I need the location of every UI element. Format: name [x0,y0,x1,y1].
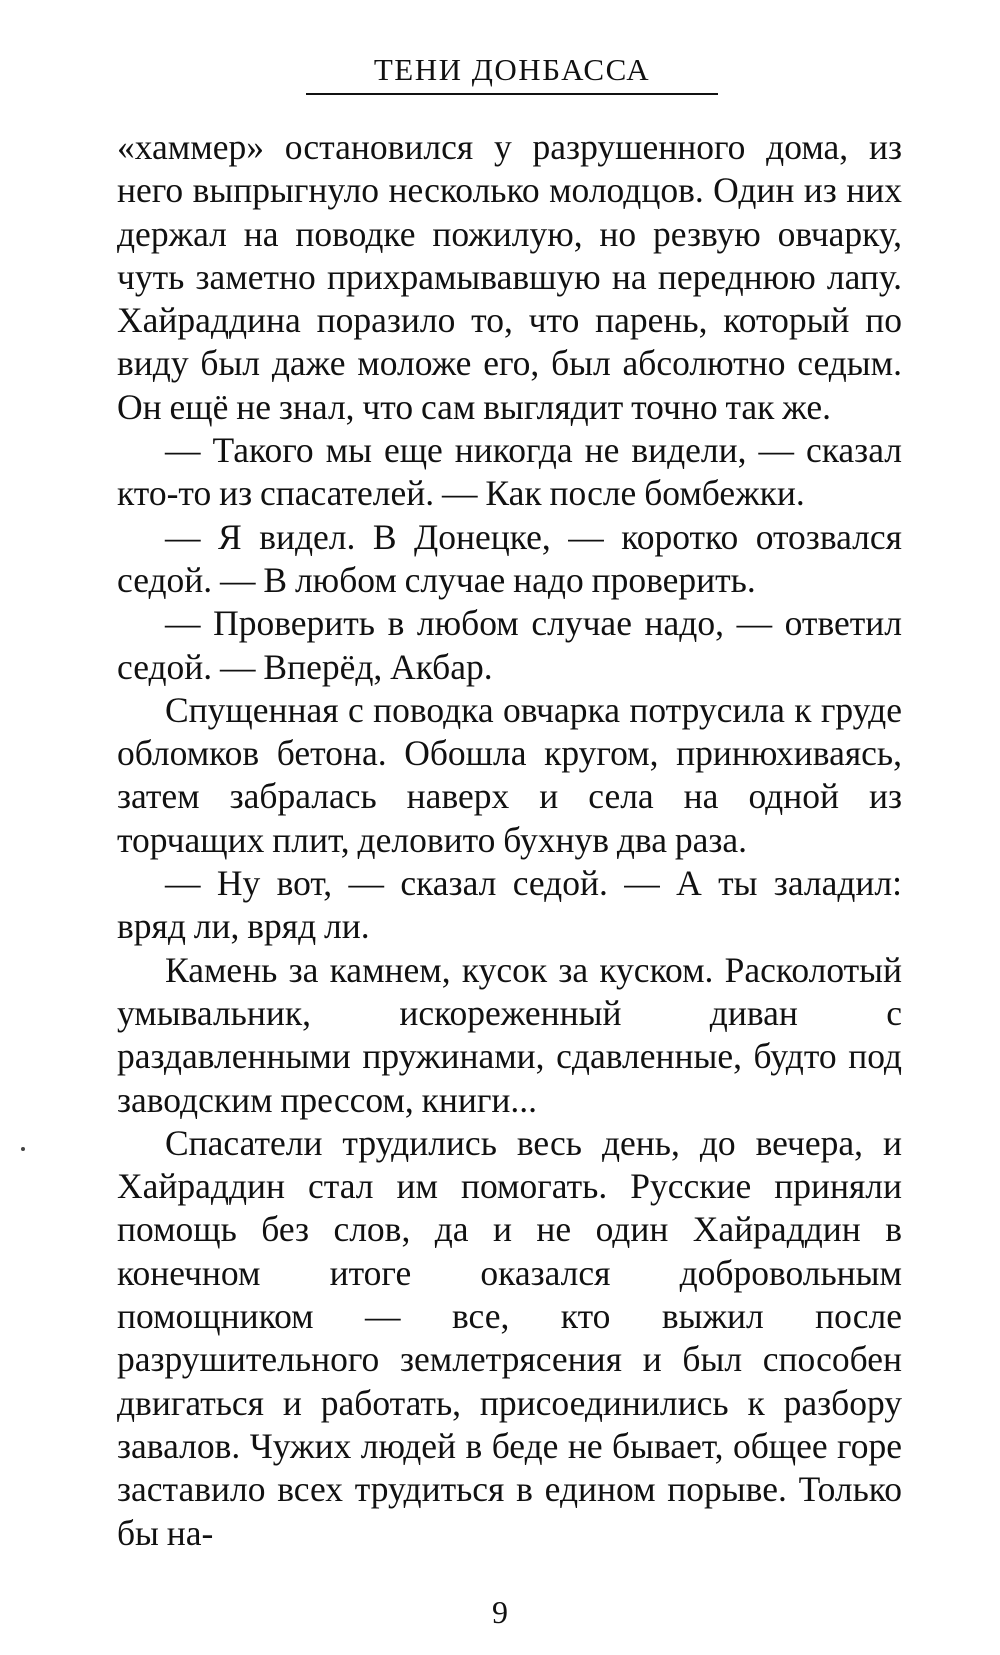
paragraph-6: — Ну вот, — сказал седой. — А ты заладил: вряд ли, вряд ли. [117,863,902,947]
paragraph-3: — Я видел. В Донецке, — коротко отозвался седой. — В любом случае надо проверить. [117,516,902,600]
page-number: 9 [492,1594,508,1630]
running-head: ТЕНИ ДОНБАССА [373,52,651,87]
paragraph-7: Камень за камнем, кусок за куском. Расколотый умывальник, искореженный диван с раздавленными пружинами, сдавленные, будто под заводским прессом, книги... [117,949,902,1120]
paragraph-4: — Проверить в любом случае надо, — ответил седой. — Вперёд, Акбар. [117,603,902,687]
paragraph-2: — Такого мы еще никогда не видели, — сказал кто-то из спасателей. — Как после бомбежки. [117,430,902,514]
paragraph-1: «хаммер» остановился у разрушенного дома, из него выпрыгнуло несколько молодцов. Один из них держал на поводке пожилую, но резвую овчарку, чуть заметно прихрамывавшую на переднюю лапу. Хайраддина поразило то, что парень, который по виду был даже моложе его, был абсолютно седым. Он ещё не знал, что сам выглядит точно так же. [117,127,902,427]
page-body [117,126,902,1555]
header-rule [306,93,718,95]
paragraph-5: Спущенная с поводка овчарка потрусила к груде обломков бетона. Обошла кругом, принюхиваясь, затем забралась наверх и села на одной из торчащих плит, деловито бухнув два раза. [117,689,902,860]
margin-speck [21,1147,25,1151]
paragraph-8: Спасатели трудились весь день, до вечера, и Хайраддин стал им помогать. Русские приняли помощь без слов, да и не один Хайраддин в конечном итоге оказался добровольным помощником — все, кто выжил после разрушительного землетрясения и был способен двигаться и работать, присоединились к разбору завалов. Чужих людей в беде не бывает, общее горе заставило всех трудиться в едином порыве. Только бы на- [117,1122,902,1553]
